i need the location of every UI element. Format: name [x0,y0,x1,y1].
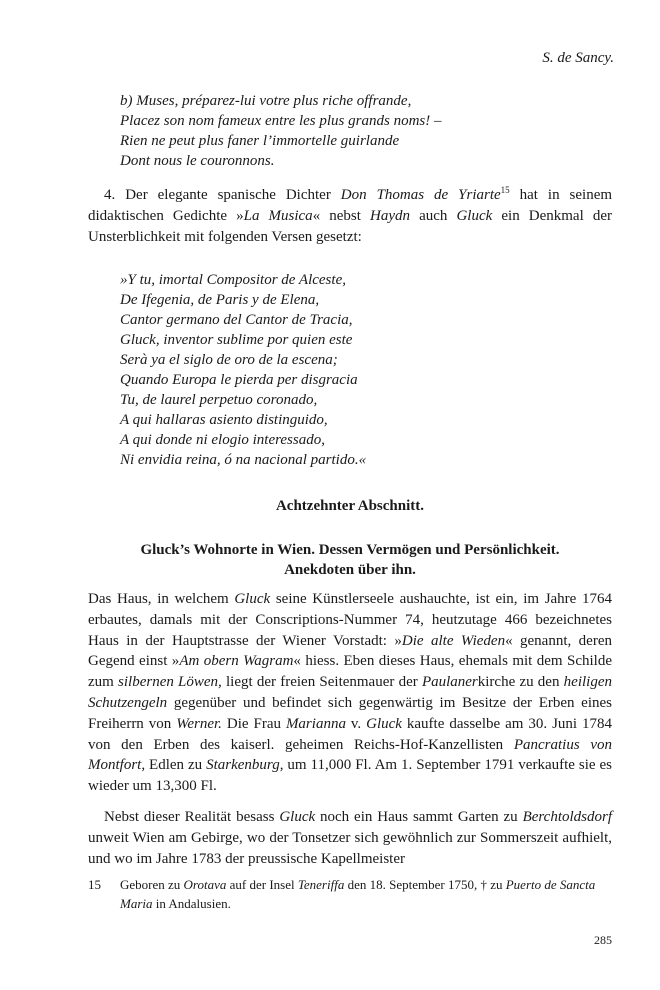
text-run: ein Denkmal der Unsterblichkeit mit folgenden Versen gesetzt: [88,207,612,245]
verse-line: Dont nous le couronnons. [120,153,275,169]
footnote [88,876,612,913]
italic-run: Gluck [366,715,402,732]
italic-run: heiligen Schutzengeln [88,674,612,711]
italic-run: Orotava [183,877,227,892]
body-paragraph-2 [88,807,612,869]
section-heading-line: Gluck’s Wohnorte in Wien. Dessen Vermögen und Persönlichkeit. [140,542,560,558]
body-paragraph-1 [88,589,612,797]
italic-run: La Musica [243,207,313,224]
text-run: auf der Insel [226,877,298,892]
italic-run: Gluck [456,207,493,224]
italic-run: silbernen Löwen, [118,674,222,691]
italic-run: Gluck [279,809,316,825]
text-run: 4. Der elegante spanische Dichter [104,187,341,203]
footnote-reference[interactable]: 15 [500,185,510,195]
text-run: kaufte dasselbe am 30. Juni 1784 von den Erben des kaiserl. geheimen Reichs-Hof-Kanzellisten [88,715,613,753]
text-run: unweit Wien am Gebirge, wo der Tonsetzer sich gewöhnlich zur Sommerszeit aufhielt, und wo im Jahre 1783 der preussische Kapellmeister [88,829,612,867]
text-run: seine Künstlerseele aushauchte, ist ein, im Jahre 1764 erbautes, damals mit der Conscriptions-Nummer 74, heutzutage 466 bezeichnetes Haus in der Hauptstrasse der Wiener Vorstadt: » [88,591,612,649]
italic-run: Don Thomas de Yriarte [340,187,501,203]
french-verse [120,91,442,171]
text-run: « hiess. Eben dieses Haus, ehemals mit dem Schilde zum [88,653,612,691]
italic-run: Gluck [234,591,271,607]
section-heading [88,540,612,580]
italic-run: Starkenburg, [206,757,284,774]
verse-line: A qui donde ni elogio interessado, [120,432,325,448]
text-run: noch ein Haus sammt Garten zu [315,809,523,825]
text-run: « genannt, deren Gegend einst » [88,632,612,670]
italic-run: Am obern Wagram [179,653,294,670]
text-run: den 18. September 1750, † zu [344,877,506,892]
footnote-number: 15 [88,877,101,892]
italic-run: Teneriffa [297,877,345,892]
verse-line: Ni envidia reina, ó na nacional partido.« [120,452,367,468]
verse-line: Quando Europa le pierda per disgracia [120,372,358,388]
verse-line: Gluck, inventor sublime por quien este [120,332,353,348]
text-run: kirche zu den [477,674,564,691]
section-heading-line: Anekdoten über ihn. [284,562,416,578]
text-run: um 11,000 Fl. Am 1. September 1791 verkaufte sie es wieder um 13,300 Fl. [88,757,612,795]
italic-run: Die alte Wieden [401,632,506,649]
chapter-heading: Achtzehnter Abschnitt. [275,498,425,514]
footnote-text [120,876,612,913]
text-run: Nebst dieser Realität besass [104,809,280,825]
paragraph-4 [88,185,612,247]
text-run: Die Frau [221,715,286,732]
italic-run: Puerto de Sancta Maria [120,877,596,911]
text-run: in Andalusien. [152,895,231,911]
verse-line: Serà ya el siglo de oro de la escena; [120,352,338,368]
verse-line: Tu, de laurel perpetuo coronado, [120,392,318,408]
italic-run: Paulaner [421,674,478,691]
text-run: Edlen zu [145,757,207,774]
italic-run: Marianna [285,715,346,732]
verse-line: A qui hallaras asiento distinguido, [120,412,328,428]
text-run: hat in seinem didaktischen Gedichte » [88,187,613,224]
verse-line: Rien ne peut plus faner l’immortelle guirlande [120,133,400,149]
italic-run: Pancratius von Montfort, [88,736,612,774]
text-run: gegenüber und befindet sich gegenwärtig im Besitze der Erben eines Freiherrn von [88,694,612,732]
running-head: S. de Sancy. [542,50,614,66]
text-run: v. [345,715,367,732]
verse-line: De Ifegenia, de Paris y de Elena, [120,292,320,308]
text-run: Das Haus, in welchem [88,591,235,607]
page-number: 285 [594,933,612,947]
verse-line: Placez son nom fameux entre les plus grands noms! – [120,113,442,129]
verse-line: »Y tu, imortal Compositor de Alceste, [120,272,346,288]
spanish-verse [120,270,366,470]
verse-line: Cantor germano del Cantor de Tracia, [120,312,353,328]
italic-run: Berchtoldsdorf [522,809,612,825]
italic-run: Werner. [176,715,222,732]
text-run: Geboren zu [120,877,184,892]
text-run: auch [410,207,457,224]
italic-run: Haydn [370,207,410,224]
text-run: liegt der freien Seitenmauer der [221,674,422,691]
verse-line: b) Muses, préparez-lui votre plus riche offrande, [120,93,412,109]
text-run: « nebst [312,207,370,224]
